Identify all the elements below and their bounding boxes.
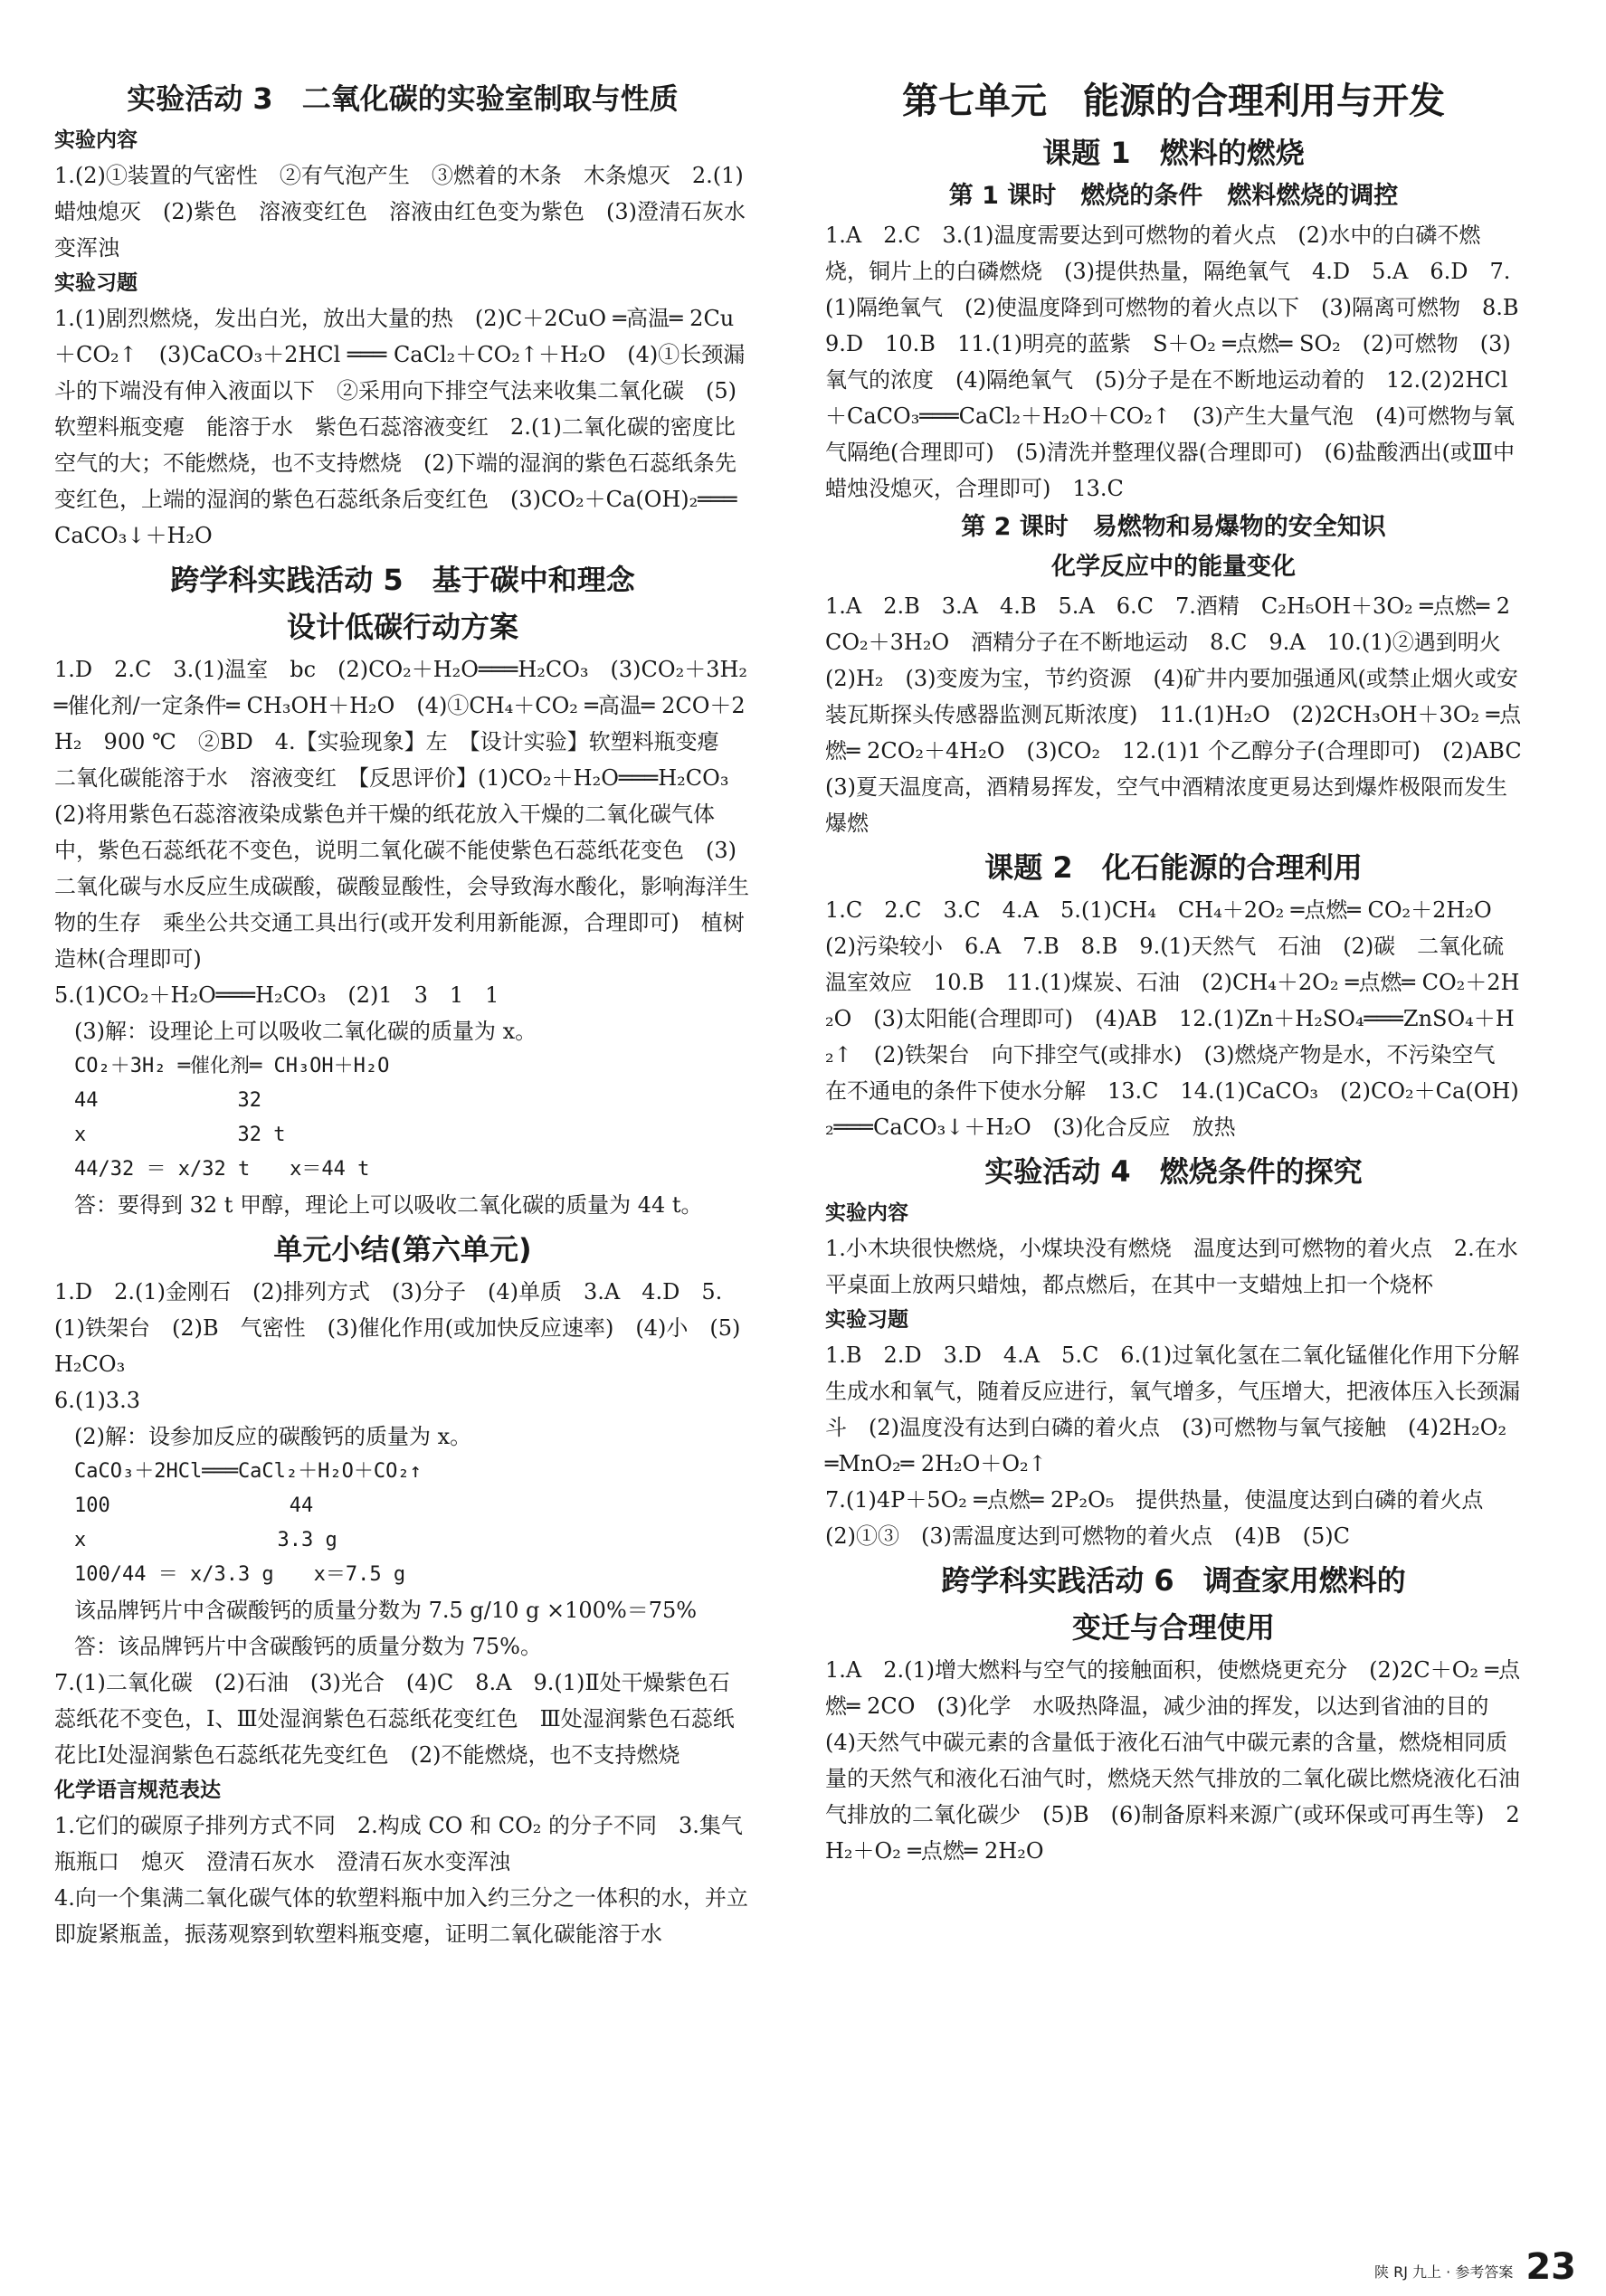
unit6-solution-line: 100 44 — [74, 1494, 314, 1517]
cross5-body-text: 1.D 2.C 3.(1)温室 bc (2)CO₂＋H₂O═══H₂CO₃ (3)CO₂＋3H₂ ═催化剂/一定条件═ CH₃OH＋H₂O (4)①CH₄＋CO₂ ═高温═ 2CO＋2H₂ 900 ℃ ②BD 4.【实验现象】左 【设计实验】软塑料瓶变瘪 二氧化碳能溶于水 溶液变红 【反思评价】(1)CO₂＋H₂O═══H₂CO₃ (2)将用紫色石蕊溶液染成紫色并干燥的纸花放入干燥的二氧化碳气体中，紫色石蕊纸花不变色，说明二氧化碳不能使紫色石蕊纸花变色 (3)二氧化碳与水反应生成碳酸，碳酸显酸性，会导致海水酸化，影响海洋生物的生存 乘坐公共交通工具出行(或开发利用新能源，合理即可) 植树造林(合理即可) — [54, 657, 751, 972]
page-footer — [1232, 2247, 1576, 2287]
lang-expression-text: 4.向一个集满二氧化碳气体的软塑料瓶中加入约三分之一体积的水，并立即旋紧瓶盖，振荡观察到软塑料瓶变瘪，证明二氧化碳能溶于水 — [54, 1885, 748, 1947]
footer-label: 陕 RJ 九上 · 参考答案 — [1374, 2263, 1514, 2281]
lang-expression-text: 1.它们的碳原子排列方式不同 2.构成 CO 和 CO₂ 的分子不同 3.集气瓶瓶口 熄灭 澄清石灰水 澄清石灰水变浑浊 — [54, 1813, 743, 1874]
left-column — [54, 72, 751, 1952]
unit6-summary-title: 单元小结(第六单元) — [273, 1232, 532, 1267]
exp4-title: 实验活动 4 燃烧条件的探究 — [984, 1154, 1363, 1189]
unit7-title: 第七单元 能源的合理利用与开发 — [902, 81, 1445, 122]
unit6-body-text: 1.D 2.(1)金刚石 (2)排列方式 (3)分子 (4)单质 3.A 4.D 5.(1)铁架台 (2)B 气密性 (3)催化作用(或加快反应速率) (4)小 (5)H₂CO₃ — [54, 1279, 741, 1377]
topic2-title: 课题 2 化石能源的合理利用 — [984, 850, 1363, 885]
cross5-solution-line: CO₂＋3H₂ ═催化剂═ CH₃OH＋H₂O — [74, 1055, 390, 1077]
exp3-exercise-label: 实验习题 — [54, 271, 138, 295]
page-number: 23 — [1525, 2246, 1576, 2288]
topic2-body-text: 1.C 2.C 3.C 4.A 5.(1)CH₄ CH₄＋2O₂ ═点燃═ CO₂＋2H₂O (2)污染较小 6.A 7.B 8.B 9.(1)天然气 石油 (2)碳 二氧化硫 温室效应 10.B 11.(1)煤炭、石油 (2)CH₄＋2O₂ ═点燃═ CO₂＋2H₂O (3)太阳能(合理即可) (4)AB 12.(1)Zn＋H₂SO₄═══ZnSO₄＋H₂↑ (2)铁架台 向下排空气(或排水) (3)燃烧产物是水，不污染空气 在不通电的条件下使水分解 13.C 14.(1)CaCO₃ (2)CO₂＋Ca(OH)₂═══CaCO₃↓＋H₂O (3)化合反应 放热 — [825, 897, 1526, 1140]
unit6-solution-line: 答：该品牌钙片中含碳酸钙的质量分数为 75%。 — [74, 1634, 542, 1659]
unit6-solution-line: CaCO₃＋2HCl═══CaCl₂＋H₂O＋CO₂↑ — [74, 1460, 422, 1483]
cross5-solution-line: 44 32 — [74, 1089, 261, 1112]
unit6-solution-line: 该品牌钙片中含碳酸钙的质量分数为 7.5 g/10 g ×100%＝75% — [74, 1598, 698, 1623]
right-column — [825, 72, 1544, 1869]
cross6-title-line2: 变迁与合理使用 — [1071, 1610, 1275, 1645]
cross5-solution-line: 答：要得到 32 t 甲醇，理论上可以吸收二氧化碳的质量为 44 t。 — [74, 1192, 703, 1218]
lesson1-title: 第 1 课时 燃烧的条件 燃料燃烧的调控 — [948, 182, 1399, 210]
lang-expression-label: 化学语言规范表达 — [54, 1779, 221, 1802]
cross5-title-line1: 跨学科实践活动 5 基于碳中和理念 — [170, 563, 635, 597]
topic1-title: 课题 1 燃料的燃烧 — [1042, 136, 1305, 170]
exp4-exercise-label: 实验习题 — [825, 1308, 908, 1332]
unit6-solution-line: x 3.3 g — [74, 1529, 337, 1551]
cross5-solution-line: x 32 t — [74, 1124, 286, 1146]
cross6-title-line1: 跨学科实践活动 6 调查家用燃料的 — [941, 1563, 1406, 1598]
exp4-content-label: 实验内容 — [825, 1201, 908, 1225]
unit6-solution-line: 100/44 ＝ x/3.3 g x＝7.5 g — [74, 1563, 406, 1586]
cross5-solution-line: 44/32 ＝ x/32 t x＝44 t — [74, 1158, 370, 1181]
exp4-exercise-text: 7.(1)4P＋5O₂ ═点燃═ 2P₂O₅ 提供热量，使温度达到白磷的着火点 (2)①③ (3)需温度达到可燃物的着火点 (4)B (5)C — [825, 1487, 1506, 1549]
unit6-body-text: 6.(1)3.3 — [54, 1388, 141, 1413]
cross5-body-text: 5.(1)CO₂＋H₂O═══H₂CO₃ (2)1 3 1 1 — [54, 982, 499, 1008]
lesson2-body-text: 1.A 2.B 3.A 4.B 5.A 6.C 7.酒精 C₂H₅OH＋3O₂ ═点燃═ 2CO₂＋3H₂O 酒精分子在不断地运动 8.C 9.A 10.(1)②遇到明火 (2)H₂ (3)变废为宝，节约资源 (4)矿井内要加强通风(或禁止烟火或安装瓦斯探头传感器监测瓦斯浓度) 11.(1)H₂O (2)2CH₃OH＋3O₂ ═点燃═ 2CO₂＋4H₂O (3)CO₂ 12.(1)1 个乙醇分子(合理即可) (2)ABC (3)夏天温度高，酒精易挥发，空气中酒精浓度更易达到爆炸极限而发生爆燃 — [825, 593, 1544, 836]
exp3-content-label: 实验内容 — [54, 128, 138, 152]
lesson1-body-text: 1.A 2.C 3.(1)温度需要达到可燃物的着火点 (2)水中的白磷不燃烧，铜片上的白磷燃烧 (3)提供热量，隔绝氧气 4.D 5.A 6.D 7.(1)隔绝氧气 (2)使温度降到可燃物的着火点以下 (3)隔离可燃物 8.B 9.D 10.B 11.(1)明亮的蓝紫 S＋O₂ ═点燃═ SO₂ (2)可燃物 (3)氧气的浓度 (4)隔绝氧气 (5)分子是在不断地运动着的 12.(2)2HCl＋CaCO₃═══CaCl₂＋H₂O＋CO₂↑ (3)产生大量气泡 (4)可燃物与氧气隔绝(合理即可) (5)清洗并整理仪器(合理即可) (6)盐酸洒出(或Ⅲ中蜡烛没熄灭，合理即可) 13.C — [825, 223, 1541, 501]
lesson2-title-line1: 第 2 课时 易燃物和易爆物的安全知识 — [961, 513, 1386, 541]
exp4-exercise-text: 1.B 2.D 3.D 4.A 5.C 6.(1)过氧化氢在二氧化锰催化作用下分解生成水和氧气，随着反应进行，氧气增多，气压增大，把液体压入长颈漏斗 (2)温度没有达到白磷的着火点 (3)可燃物与氧气接触 (4)2H₂O₂ ═MnO₂═ 2H₂O＋O₂↑ — [825, 1342, 1520, 1476]
exp3-content-text: 1.(2)①装置的气密性 ②有气泡产生 ③燃着的木条 木条熄灭 2.(1)蜡烛熄灭 (2)紫色 溶液变红色 溶液由红色变为紫色 (3)澄清石灰水变浑浊 — [54, 163, 746, 261]
cross6-body-text: 1.A 2.(1)增大燃料与空气的接触面积，使燃烧更充分 (2)2C＋O₂ ═点燃═ 2CO (3)化学 水吸热降温，减少油的挥发，以达到省油的目的 (4)天然气中碳元素的含量低于液化石油气中碳元素的含量，燃烧相同质量的天然气和液化石油气时，燃烧天然气排放的二氧化碳比燃烧液化石油气排放的二氧化碳少 (5)B (6)制备原料来源广(或环保或可再生等) 2H₂＋O₂ ═点燃═ 2H₂O — [825, 1657, 1521, 1864]
exp4-content-text: 1.小木块很快燃烧，小煤块没有燃烧 温度达到可燃物的着火点 2.在水平桌面上放两只蜡烛，都点燃后，在其中一支蜡烛上扣一个烧杯 — [825, 1236, 1518, 1297]
unit6-solution-line: (2)解：设参加反应的碳酸钙的质量为 x。 — [74, 1424, 472, 1449]
exp3-exercise-text: 1.(1)剧烈燃烧，发出白光，放出大量的热 (2)C＋2CuO ═高温═ 2Cu＋CO₂↑ (3)CaCO₃＋2HCl ═══ CaCl₂＋CO₂↑＋H₂O (4)①长颈漏斗的下端没有伸入液面以下 ②采用向下排空气法来收集二氧化碳 (5)软塑料瓶变瘪 能溶于水 紫色石蕊溶液变红 2.(1)二氧化碳的密度比空气的大；不能燃烧，也不支持燃烧 (2)下端的湿润的紫色石蕊纸条先变红色，上端的湿润的紫色石蕊纸条后变红色 (3)CO₂＋Ca(OH)₂═══CaCO₃↓＋H₂O — [54, 306, 746, 548]
cross5-solution-line: (3)解：设理论上可以吸收二氧化碳的质量为 x。 — [74, 1019, 537, 1044]
cross5-title-line2: 设计低碳行动方案 — [286, 610, 518, 644]
exp3-title: 实验活动 3 二氧化碳的实验室制取与性质 — [127, 81, 679, 116]
unit6-body-text: 7.(1)二氧化碳 (2)石油 (3)光合 (4)C 8.A 9.(1)Ⅱ处干燥紫色石蕊纸花不变色，Ⅰ、Ⅲ处湿润紫色石蕊纸花变红色 Ⅲ处湿润紫色石蕊纸花比Ⅰ处湿润紫色石蕊纸花先变红色 (2)不能燃烧，也不支持燃烧 — [54, 1670, 735, 1768]
lesson2-title-line2: 化学反应中的能量变化 — [1051, 553, 1296, 581]
